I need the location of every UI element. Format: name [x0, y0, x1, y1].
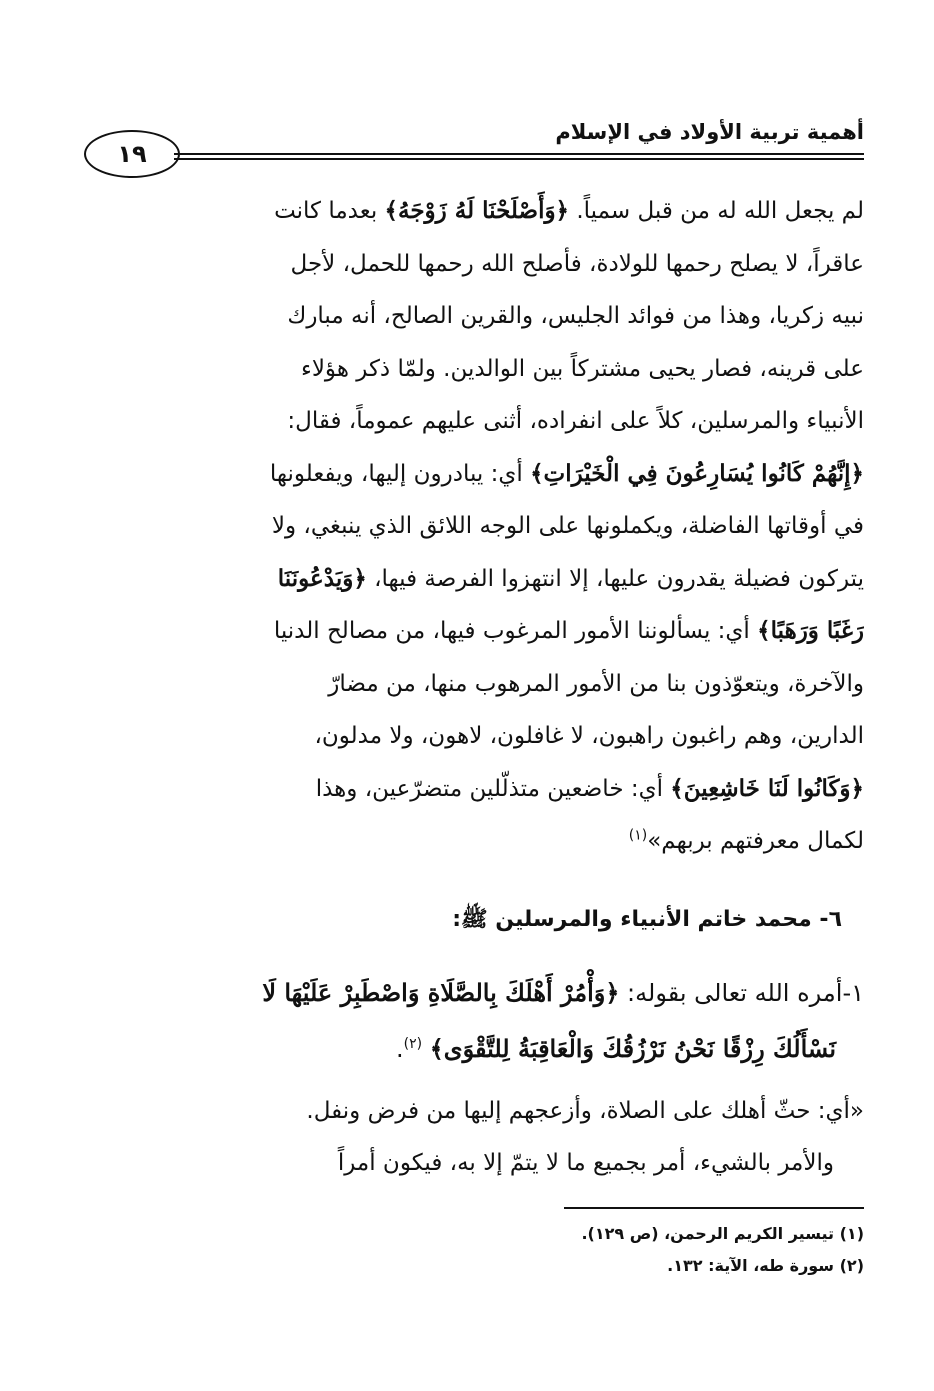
- body-text-segment: أي: يبادرون إليها، ويفعلونها: [269, 460, 531, 487]
- footnote-ref: (١): [628, 827, 648, 844]
- quran-verse: ﴿وَيَدْعُونَنَا: [277, 564, 367, 592]
- section-heading: ٦- محمد خاتم الأنبياء والمرسلين ﷺ:: [452, 907, 842, 932]
- point-line-2-end: .: [395, 1035, 404, 1063]
- point-line-1: [84, 965, 864, 1021]
- footnote-separator: [564, 1207, 864, 1209]
- header-rule: [174, 153, 864, 155]
- explanation-line-2: والأمر بالشيء، أمر بجميع ما لا يتمّ إلا به، فيكون أمراً: [337, 1150, 834, 1176]
- body-line: [84, 448, 864, 501]
- body-text-segment: بعدما كانت: [274, 198, 385, 224]
- body-text-segment: عاقراً، لا يصلح رحمها للولادة، فأصلح الله رحمها للحمل، لأجل: [290, 250, 864, 277]
- body-line: [84, 605, 864, 658]
- body-line: [84, 763, 864, 816]
- page-number: ١٩: [84, 130, 180, 178]
- body-line: [84, 658, 864, 711]
- running-title: أهمية تربية الأولاد في الإسلام: [555, 120, 864, 144]
- header-rule-secondary: [174, 158, 864, 160]
- body-text-segment: الدارين، وهم راغبون راهبون، لا غافلون، لاهون، ولا مدلون،: [314, 723, 864, 749]
- body-text-segment: لكمال معرفتهم بربهم»: [647, 828, 864, 854]
- quran-verse: ﴿وَأْمُرْ أَهْلَكَ بِالصَّلَاةِ وَاصْطَبِرْ عَلَيْهَا لَا: [262, 978, 620, 1007]
- footnotes: [84, 1218, 864, 1282]
- quran-verse-continued: نَسْأَلُكَ رِزْقًا نَحْنُ نَرْزُقُكَ وَالْعَاقِبَةُ لِلتَّقْوَى﴾: [429, 1034, 836, 1063]
- body-line: [84, 500, 864, 553]
- body-text-segment: لم يجعل الله له من قبل سمياً.: [569, 198, 864, 224]
- body-text-segment: على قرينه، فصار يحيى مشتركاً بين الوالدين. ولمّا ذكر هؤلاء: [301, 355, 864, 382]
- quran-verse: ﴿وَأَصْلَحْنَا لَهُ زَوْجَهُ﴾: [384, 197, 570, 224]
- body-line: [84, 710, 864, 763]
- body-line: [84, 815, 864, 868]
- body-text-segment: والآخرة، ويتعوّذون بنا من الأمور المرهوب منها، من مضارّ: [328, 670, 864, 697]
- body-text-segment: أي: يسألوننا الأمور المرغوب فيها، من مصالح الدنيا: [273, 618, 758, 644]
- body-text-segment: الأنبياء والمرسلين، كلاً على انفراده، أثنى عليهم عموماً، فقال:: [287, 408, 864, 434]
- point-line-2: [84, 1021, 864, 1077]
- body-line: [84, 290, 864, 343]
- body-text-segment: نبيه زكريا، وهذا من فوائد الجليس، والقرين الصالح، أنه مبارك: [287, 303, 864, 329]
- quran-verse: ﴿إِنَّهُمْ كَانُوا يُسَارِعُونَ فِي الْخَيْرَاتِ﴾: [530, 459, 864, 487]
- footnote-ref-2: (٢): [403, 1036, 423, 1052]
- body-text-segment: يتركون فضيلة يقدرون عليها، إلا انتهزوا الفرصة فيها،: [366, 565, 864, 592]
- quran-verse: ﴿وَكَانُوا لَنَا خَاشِعِينَ﴾: [670, 774, 864, 802]
- page-header: [84, 112, 864, 182]
- explanation-paragraph: [84, 1085, 864, 1189]
- quran-verse: رَغَبًا وَرَهَبًا﴾: [757, 617, 864, 644]
- body-line: [84, 343, 864, 396]
- explanation-line-1: «أي: حثّ أهلك على الصلاة، وأزعجهم إليها من فرض ونفل.: [306, 1098, 864, 1124]
- footnote-1: (١) تيسير الكريم الرحمن، (ص ١٢٩).: [581, 1224, 864, 1243]
- footnote-2: (٢) سورة طه، الآية: ١٣٢.: [667, 1256, 864, 1275]
- body-paragraph: [84, 185, 864, 868]
- point-line-1-text: ١-أمره الله تعالى بقوله:: [619, 979, 864, 1007]
- body-line: [84, 553, 864, 606]
- body-text-segment: أي: خاضعين متذلّلين متضرّعين، وهذا: [315, 775, 671, 802]
- body-line: [84, 395, 864, 448]
- numbered-point: [84, 965, 864, 1077]
- body-line: [84, 185, 864, 238]
- body-line: [84, 238, 864, 291]
- body-text-segment: في أوقاتها الفاضلة، ويكملونها على الوجه اللائق الذي ينبغي، ولا: [271, 513, 864, 539]
